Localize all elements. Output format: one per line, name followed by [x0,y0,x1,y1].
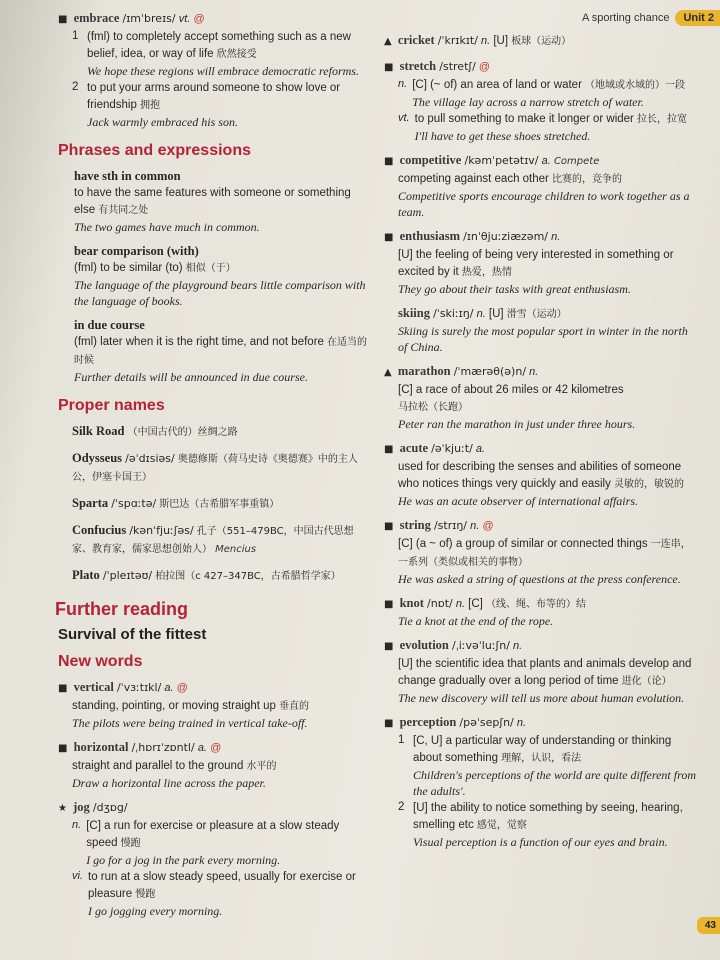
sense-1: 1 (fml) to completely accept something such as a new belief, idea, or way of life 欣然接受 We hope these regions will embrace democratic reforms. [58,28,368,79]
right-column [384,32,696,858]
chinese-gloss: 欣然接受 [216,49,257,60]
chinese-gloss: 比赛的，竞争的 [552,174,623,185]
example: Competitive sports encourage children to work together as a team. [398,189,690,219]
pronunciation: /ɪmˈbreɪs/ [122,12,176,25]
square-bullet-icon: ■ [384,156,394,167]
example: Skiing is surely the most popular sport in winter in the north of China. [398,324,688,354]
triangle-bullet-icon: ▲ [384,367,392,378]
definition: [U] the feeling of being very interested in something or excited by it [398,249,674,278]
headword: cricket [397,33,435,47]
noun-sense: n. [C] a run for exercise or pleasure at a slow steady speed 慢跑 I go for a jog in the park every morning. [58,817,368,868]
example: Draw a horizontal line across the paper. [72,776,266,790]
audio-icon: @ [210,742,222,754]
chinese-gloss: 理解，认识，看法 [501,753,582,764]
chinese-gloss: 感觉，觉察 [476,820,527,831]
part-of-speech: a. [164,682,174,694]
pronunciation: /ˈspɑːtə/ [111,497,157,510]
phrase-entry [74,243,368,309]
headword: horizontal [73,740,129,754]
chinese-gloss: 马拉松（长跑） [398,402,468,413]
part-of-speech: n. [481,35,491,47]
example: The new discovery will tell us more about human evolution. [398,691,685,705]
definition: to put your arms around someone to show love or friendship [87,82,341,111]
definition: standing, pointing, or moving straight up [72,700,276,712]
definition: [C] (~ of) an area of land or water [412,79,582,91]
part-of-speech: n. [551,231,561,243]
chinese-gloss: （中国古代的）丝绸之路 [127,427,238,438]
headword: competitive [399,153,462,167]
chinese-gloss: 水平的 [246,761,277,772]
definition: (fml) to completely accept something such as a new belief, idea, or way of life [87,31,351,60]
pronunciation: /ˈpleɪtəʊ/ [102,569,153,582]
part-of-speech: n. [516,717,527,729]
running-header [582,8,720,28]
chinese-gloss: 奥德修斯（荷马史诗《奥德赛》中的主人公，伊塞卡国王） [72,454,358,483]
phrase-entry [74,317,368,385]
headword: stretch [399,59,437,73]
square-bullet-icon: ■ [384,599,394,610]
proper-names-heading: Proper names [58,397,165,414]
definition: [U] the ability to notice something by seeing, hearing, smelling etc [413,802,683,831]
handwritten-note: Compete [553,156,600,167]
audio-icon: @ [176,682,188,694]
pronunciation: /ˈvɜːtɪkl/ [116,681,162,694]
square-bullet-icon: ■ [384,444,394,455]
square-bullet-icon: ■ [384,521,394,532]
definition: [C] (a ~ of) a group of similar or connected things [398,538,648,550]
part-of-speech: a. [197,742,207,754]
chinese-gloss: 在适当的时候 [74,337,368,366]
part-of-speech: n. [476,308,486,320]
headword: embrace [73,11,120,25]
entry-enthusiasm [384,228,696,297]
headword: string [399,518,431,532]
headword: perception [399,715,457,729]
example: Further details will be announced in due course. [74,370,308,384]
phrases-heading: Phrases and expressions [58,142,251,159]
chinese-gloss: 板球（运动） [511,36,572,47]
chinese-gloss: 热爱，热情 [461,267,512,278]
entry-competitive [384,152,696,220]
definition: (fml) later when it is the right time, and not before [74,336,324,348]
proper-name: Odysseus [72,451,123,465]
pronunciation: /ˈmærəθ(ə)n/ [453,365,527,378]
star-icon: ★ [58,803,67,814]
example: Peter ran the marathon in just under three hours. [398,417,636,431]
example: They go about their tasks with great enthusiasm. [398,282,631,296]
chinese-gloss: 拥抱 [140,100,160,111]
chinese-gloss: 拉长，拉宽 [637,114,687,125]
entry-horizontal [58,739,368,791]
part-of-speech: a. [475,443,486,455]
pronunciation: /strɪŋ/ [433,519,467,532]
unit-tab: Unit 2 [675,10,720,26]
headword: enthusiasm [399,229,461,243]
definition: [C] [468,598,483,610]
triangle-bullet-icon: ▲ [384,36,392,47]
entry-cricket [384,32,696,50]
pronunciation: /əˈdɪsiəs/ [125,452,175,465]
pronunciation: /kənˈfjuːʃəs/ [129,524,194,537]
chinese-gloss: 垂直的 [279,701,310,712]
definition: [C, U] a particular way of understanding or thinking about something [413,735,672,764]
definition: [U] [488,308,504,320]
definition: competing against each other [398,173,549,185]
entry-stretch [384,58,696,144]
chinese-gloss: 进化（论） [621,676,672,687]
sense-2: 2 to put your arms around someone to show love or friendship 拥抱 Jack warmly embraced his son. [58,79,368,130]
proper-name-entry [72,567,368,585]
pronunciation: /kəmˈpetətɪv/ [464,154,539,167]
example: Visual perception is a function of our eyes and brain. [413,835,668,849]
example: Children's perceptions of the world are quite different from the adults'. [413,768,696,798]
example: He was an acute observer of international affairs. [398,494,638,508]
part-of-speech: a. [541,155,551,167]
left-column [55,10,368,927]
phrase-term: have sth in common [74,169,181,183]
proper-name-entry [72,450,368,486]
headword: knot [399,596,424,610]
chinese-gloss: 有共同之处 [98,205,149,216]
square-bullet-icon: ■ [384,232,394,243]
pronunciation: /ˈskiːɪŋ/ [433,307,474,320]
pronunciation: /stretʃ/ [439,60,476,73]
chinese-gloss: 慢跑 [120,838,141,849]
headword: acute [399,441,429,455]
pronunciation: /dʒɒg/ [92,801,128,814]
example: The two games have much in common. [74,220,260,234]
headword: marathon [397,364,451,378]
square-bullet-icon: ■ [58,683,68,694]
pronunciation: /ˌhɒrɪˈzɒntl/ [131,741,195,754]
example: He was asked a string of questions at the press conference. [398,572,681,586]
definition: to run at a slow steady speed, usually for exercise or pleasure [88,871,356,900]
entry-marathon [384,363,696,432]
sense-2: 2 [U] the ability to notice something by seeing, hearing, smelling etc 感觉，觉察 Visual perception is a function of our eyes and brain. [384,799,696,850]
entry-jog [58,799,368,919]
square-bullet-icon: ■ [384,641,394,652]
example: I'll have to get these shoes stretched. [414,129,591,143]
entry-evolution [384,637,696,706]
example: I go jogging every morning. [88,904,223,918]
audio-icon: @ [478,61,491,73]
example: I go for a jog in the park every morning. [86,853,281,867]
audio-icon: @ [482,520,494,532]
chinese-gloss: （线、绳、布等的）结 [485,599,586,610]
entry-skiing [384,305,696,355]
part-of-speech: n. [455,598,466,610]
chinese-gloss: 斯巴达（古希腊军事重镇） [159,499,280,510]
page-number: 43 [697,917,720,934]
example: We hope these regions will embrace democratic reforms. [87,64,359,78]
pronunciation: /pəˈsepʃn/ [459,716,514,729]
chinese-gloss: 一连串，一系列（类似或相关的事物） [398,539,691,568]
square-bullet-icon: ■ [384,718,394,729]
proper-name-entry [72,423,368,441]
part-of-speech: n. [470,520,480,532]
square-bullet-icon: ■ [384,62,394,73]
part-of-speech: n. [513,640,523,652]
chapter-title: A sporting chance [581,12,670,24]
entry-embrace [58,10,368,130]
part-of-speech: n. [529,366,539,378]
chinese-gloss: 慢跑 [135,889,156,900]
proper-name: Confucius [72,523,127,537]
proper-name: Sparta [72,496,109,510]
proper-name-entry [72,495,368,513]
reading-title: Survival of the fittest [58,626,207,643]
phrase-term: in due course [74,318,145,332]
example: The village lay across a narrow stretch of water. [412,95,644,109]
example: Tie a knot at the end of the rope. [398,614,554,628]
headword: evolution [399,638,449,652]
definition: straight and parallel to the ground [72,760,244,772]
proper-name: Plato [72,568,100,582]
verb-sense: vi. to run at a slow steady speed, usually for exercise or pleasure 慢跑 I go jogging every morning. [58,868,368,919]
pronunciation: /ˌiːvəˈluːʃn/ [452,639,510,652]
entry-perception [384,714,696,850]
entry-string [384,517,696,587]
verb-sense: vt. to pull something to make it longer or wider 拉长，拉宽 I'll have to get these shoes stretched. [398,112,687,143]
entry-vertical [58,679,368,731]
definition: [C] a race of about 26 miles or 42 kilometres [398,384,624,396]
proper-name: Silk Road [72,424,125,438]
entry-knot [384,595,696,629]
proper-name-entry [72,522,368,558]
definition: [U] [493,35,509,47]
audio-icon: @ [193,13,205,25]
entry-acute [384,440,696,509]
square-bullet-icon: ■ [58,743,68,754]
definition: [U] the scientific idea that plants and animals develop and change gradually over a long period of time [398,658,692,687]
definition: to have the same features with someone or something else [74,187,351,216]
pronunciation: /əˈkjuːt/ [431,442,473,455]
chinese-gloss: 灵敏的，敏锐的 [613,479,684,490]
definition: [C] a run for exercise or pleasure at a slow steady speed [86,820,340,849]
chinese-gloss: （地域或水域的）一段 [585,80,686,91]
headword: jog [73,800,90,814]
chinese-gloss: 柏拉图（c 427–347BC，古希腊哲学家） [155,571,341,582]
pronunciation: /ˈkrɪkɪt/ [437,34,478,47]
headword: vertical [73,680,114,694]
sense-1: 1 [C, U] a particular way of understanding or thinking about something 理解，认识，看法 Children's perceptions of the world are quite different from the adults'. [398,734,696,798]
headword: skiing [398,306,430,320]
chinese-gloss: 孔子（551–479BC，中国古代思想家、教育家，儒家思想创始人） [72,526,354,555]
square-bullet-icon: ■ [58,14,68,25]
pronunciation: /ɪnˈθjuːziæzəm/ [463,230,548,243]
chinese-gloss: 滑雪（运动） [506,309,567,320]
example: The pilots were being trained in vertical take-off. [72,716,308,730]
definition: to pull something to make it longer or wider [414,113,634,125]
pronunciation: /nɒt/ [427,597,453,610]
new-words-heading: New words [58,653,143,670]
handwritten-note: Mencius [215,544,257,555]
further-reading-heading: Further reading [55,599,189,619]
part-of-speech: vt. [178,13,191,25]
definition: (fml) to be similar (to) [74,262,183,274]
example: Jack warmly embraced his son. [87,115,238,129]
phrase-entry [74,168,368,235]
chinese-gloss: 相似（于） [185,263,236,274]
phrase-term: bear comparison (with) [74,244,199,258]
noun-sense: n. [C] (~ of) an area of land or water （地域或水域的）一段 The village lay across a narrow stretch of water. [398,78,686,109]
example: The language of the playground bears little comparison with the language of books. [74,278,366,308]
definition: used for describing the senses and abilities of someone who notices things very quickly and easily [398,461,682,490]
